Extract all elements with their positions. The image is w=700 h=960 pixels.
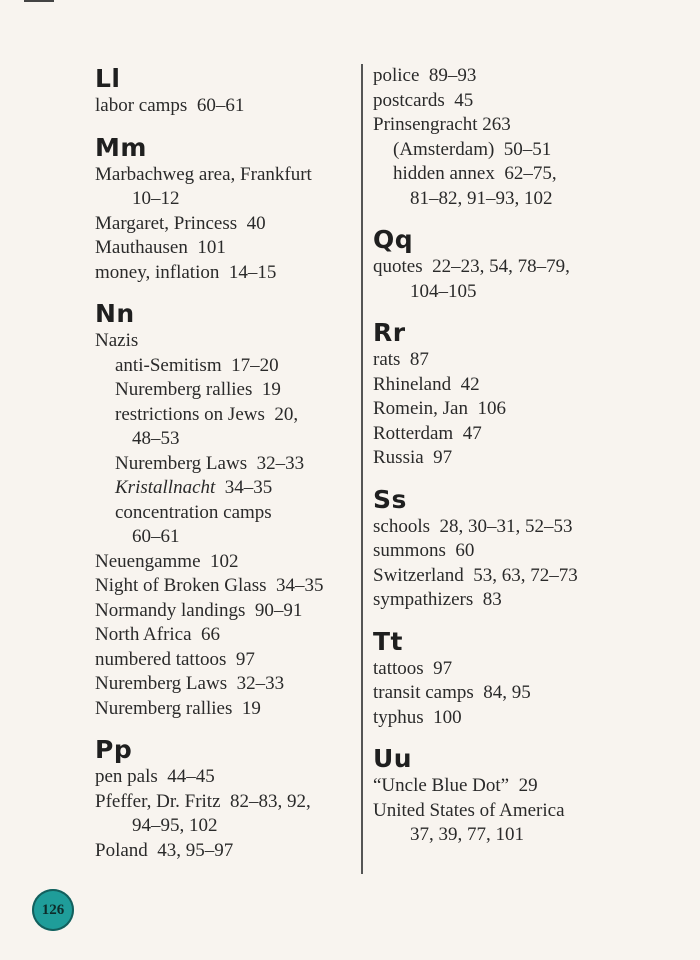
index-entry: 60–61 xyxy=(132,526,180,547)
index-entry: sympathizers 83 xyxy=(373,589,502,610)
index-entry: typhus 100 xyxy=(373,706,462,728)
index-entry: 81–82, 91–93, 102 xyxy=(410,187,553,209)
index-entry: money, inflation 14–15 xyxy=(95,261,277,283)
section-letter-heading: Ss xyxy=(373,484,407,514)
index-entry: postcards 45 xyxy=(373,89,474,111)
index-entry: transit camps 84, 95 xyxy=(373,682,531,703)
page-number-badge xyxy=(32,889,74,931)
index-entry: Rhineland 42 xyxy=(373,373,480,395)
index-section xyxy=(373,64,673,211)
index-entry: anti-Semitism 17–20 xyxy=(115,354,279,376)
index-entry: 94–95, 102 xyxy=(132,815,218,836)
index-section xyxy=(95,735,357,863)
index-entry: Poland 43, 95–97 xyxy=(95,839,234,861)
index-entry xyxy=(95,476,357,501)
index-entry: pen pals 44–45 xyxy=(95,766,215,787)
index-entry: summons 60 xyxy=(373,540,475,561)
index-entry: Nuremberg rallies 19 xyxy=(115,379,281,400)
section-letter-heading: Pp xyxy=(95,735,133,764)
section-letter-heading: Qq xyxy=(373,225,414,254)
top-rule xyxy=(24,0,54,2)
index-entry: North Africa 66 xyxy=(95,624,221,645)
index-entry: Russia 97 xyxy=(373,447,453,468)
index-entry: quotes 22–23, 54, 78–79, xyxy=(373,256,570,277)
index-section xyxy=(373,225,673,304)
index-entry: rats 87 xyxy=(373,349,429,370)
index-entry: Romein, Jan 106 xyxy=(373,398,506,419)
section-letter-heading: Rr xyxy=(373,318,406,347)
index-entry: schools 28, 30–31, 52–53 xyxy=(373,515,573,537)
index-entry: Neuengamme 102 xyxy=(95,550,239,572)
index-entry: Night of Broken Glass 34–35 xyxy=(95,575,324,596)
index-section xyxy=(373,485,673,613)
section-letter-heading: Nn xyxy=(95,299,135,328)
index-section xyxy=(95,133,357,286)
index-section xyxy=(95,299,357,721)
index-entry: hidden annex 62–75, xyxy=(393,163,557,184)
index-entry: Mauthausen 101 xyxy=(95,237,226,258)
index-entry: 48–53 xyxy=(132,428,180,449)
index-entry: United States of America xyxy=(373,799,565,821)
index-entry: restrictions on Jews 20, xyxy=(115,403,299,425)
index-entry: Switzerland 53, 63, 72–73 xyxy=(373,564,578,586)
index-entry: (Amsterdam) 50–51 xyxy=(393,138,552,160)
index-entry: Nuremberg rallies 19 xyxy=(95,697,261,719)
index-entry: Prinsengracht 263 xyxy=(373,114,511,135)
index-entry-pages: 34–35 xyxy=(215,477,273,498)
index-entry: 104–105 xyxy=(410,280,477,302)
page-number: 126 xyxy=(41,901,65,918)
section-letter-heading: Uu xyxy=(373,744,413,773)
section-letter-heading: Mm xyxy=(95,132,147,162)
index-entry: numbered tattoos 97 xyxy=(95,648,255,670)
index-entry: 10–12 xyxy=(132,188,180,209)
index-entry: Normandy landings 90–91 xyxy=(95,599,303,621)
column-divider xyxy=(361,64,363,874)
index-entry: tattoos 97 xyxy=(373,657,453,679)
index-entry: Rotterdam 47 xyxy=(373,422,482,444)
index-column-right xyxy=(373,64,673,862)
index-entry-italic-term: Kristallnacht xyxy=(115,477,216,498)
index-section xyxy=(373,627,673,731)
index-entry: Marbachweg area, Frankfurt xyxy=(95,163,312,185)
index-entry: labor camps 60–61 xyxy=(95,95,245,116)
index-entry: Nuremberg Laws 32–33 xyxy=(95,673,285,694)
index-entry: “Uncle Blue Dot” 29 xyxy=(373,775,538,796)
index-entry: concentration camps xyxy=(115,501,272,523)
index-entry: Pfeffer, Dr. Fritz 82–83, 92, xyxy=(95,790,311,812)
index-entry: Nuremberg Laws 32–33 xyxy=(115,452,305,474)
section-letter-heading: Tt xyxy=(373,626,404,656)
index-entry: 37, 39, 77, 101 xyxy=(410,824,524,845)
index-entry: Margaret, Princess 40 xyxy=(95,212,266,234)
index-section xyxy=(373,744,673,848)
index-column-left xyxy=(95,64,357,877)
index-section xyxy=(95,64,357,119)
index-section xyxy=(373,318,673,471)
index-entry: Nazis xyxy=(95,330,139,351)
index-entry: police 89–93 xyxy=(373,65,477,86)
section-letter-heading: Ll xyxy=(95,64,121,93)
